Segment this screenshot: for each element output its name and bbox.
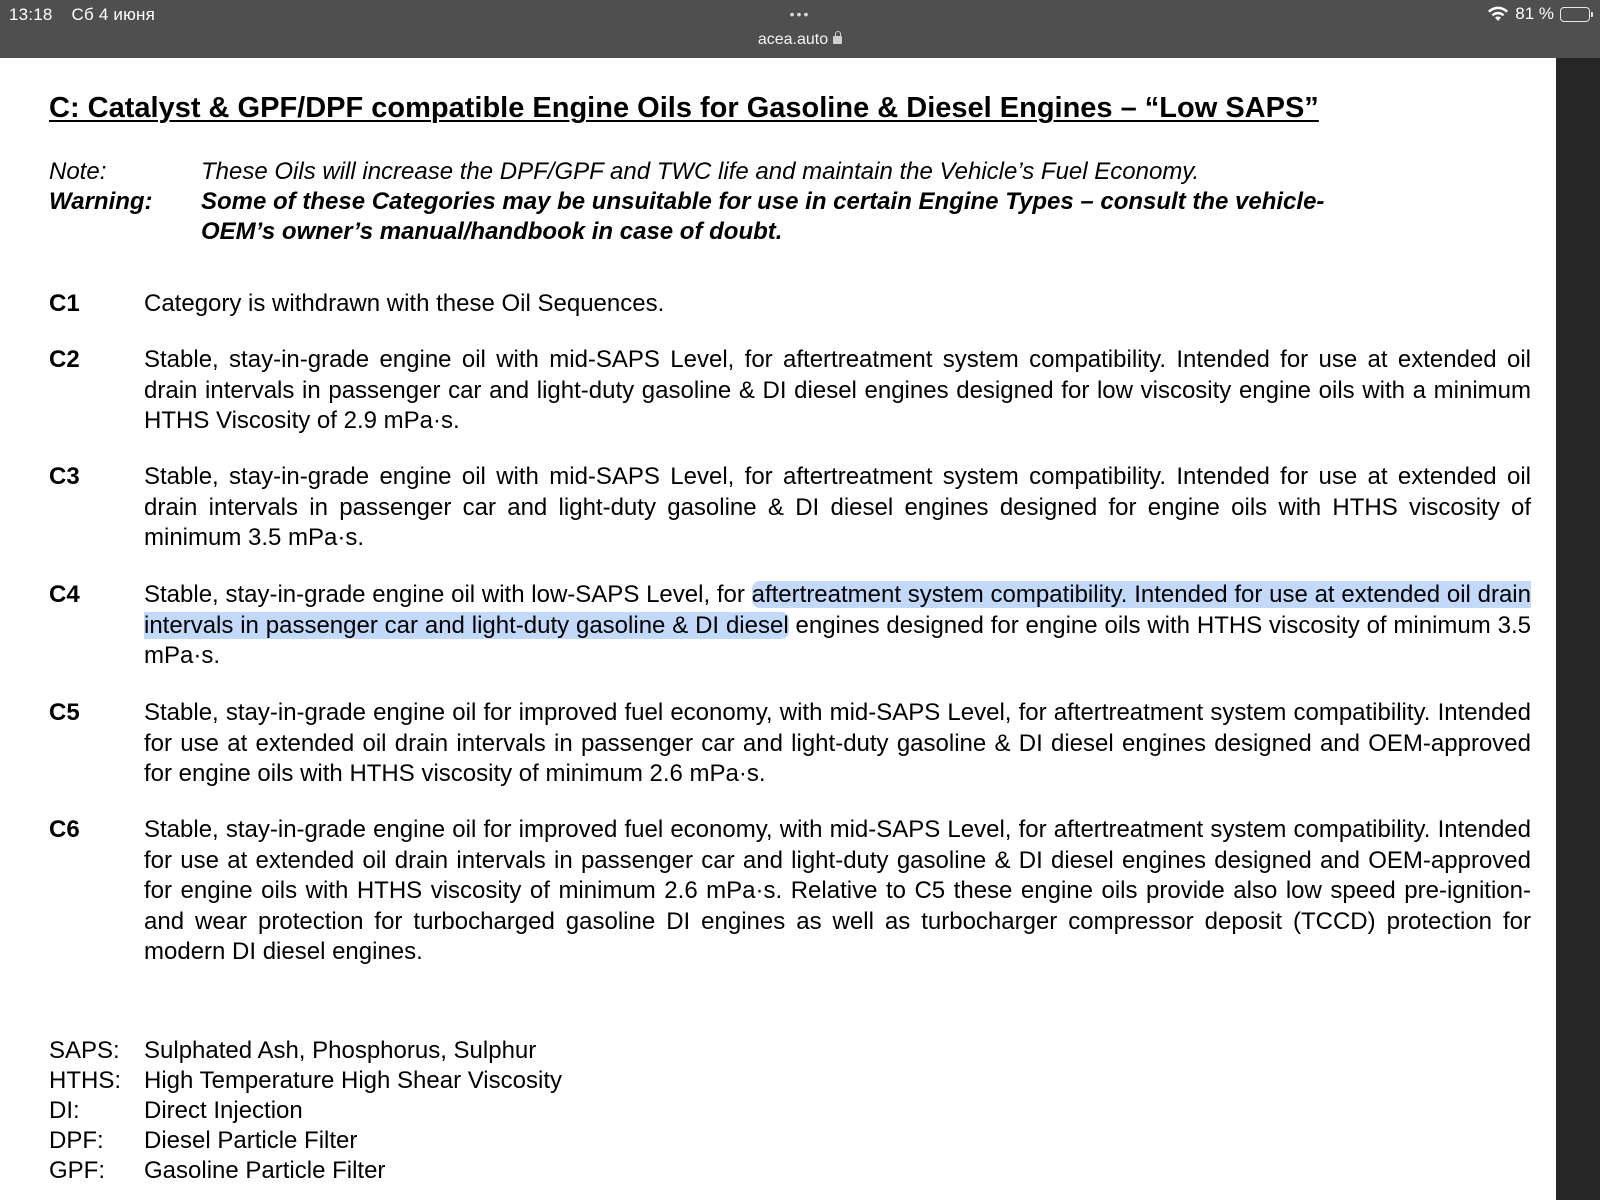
category-code: C4 [49, 581, 80, 608]
battery-percent: 81 % [1515, 4, 1554, 23]
category-code: C5 [49, 699, 80, 726]
glossary-definition: Gasoline Particle Filter [144, 1157, 386, 1184]
note-label: Note: [49, 158, 107, 185]
category-description: Stable, stay-in-grade engine oil for improved fuel economy, with mid-SAPS Level, for aftertreatment system compatibility. Intended for use at extended oil drain intervals in passenger car and light-duty gasoline & DI diesel engines designed and OEM-approved for engine oils with HTHS viscosity of minimum 2.6 mPa·s. [144, 699, 1531, 787]
warning-text-line1: Some of these Categories may be unsuitable for use in certain Engine Types – consult the vehicle- [201, 188, 1325, 215]
address-bar[interactable] [0, 31, 1600, 49]
glossary-definition: Sulphated Ash, Phosphorus, Sulphur [144, 1037, 537, 1064]
url-text: acea.auto [757, 31, 829, 48]
glossary-definition: Diesel Particle Filter [144, 1127, 358, 1154]
battery-icon [1560, 7, 1590, 22]
warning-text-line2: OEM’s owner’s manual/handbook in case of doubt. [201, 218, 783, 245]
c4-text-before: Stable, stay-in-grade engine oil with low-SAPS Level, for [144, 581, 752, 608]
note-text: These Oils will increase the DPF/GPF and TWC life and maintain the Vehicle’s Fuel Economy. [201, 158, 1200, 185]
category-description: Stable, stay-in-grade engine oil for improved fuel economy, with mid-SAPS Level, for aftertreatment system compatibility. Intended for use at extended oil drain intervals in passenger car and light-duty gasoline & DI diesel engines designed and OEM-approved for engine oils with HTHS viscosity of minimum 2.6 mPa·s. Relative to C5 these engine oils provide also low speed pre-ignition- and wear protection for turbocharged gasoline DI engines as well as turbocharger compressor deposit (TCCD) protection for modern DI diesel engines. [144, 816, 1531, 965]
category-description: Stable, stay-in-grade engine oil with mid-SAPS Level, for aftertreatment system compatibility. Intended for use at extended oil drain intervals in passenger car and light-duty gasoline & DI diesel engines designed for engine oils with HTHS viscosity of minimum 3.5 mPa·s. [144, 463, 1531, 551]
status-time: 13:18 [9, 5, 53, 24]
status-date: Сб 4 июня [71, 5, 156, 24]
text-selection-highlight[interactable]: aftertreatment system compatibility. Intended for use at extended oil drain intervals in passenger car and light-duty gasoline & DI diesel [144, 581, 1531, 639]
wifi-icon [1487, 6, 1509, 22]
glossary-definition: High Temperature High Shear Viscosity [144, 1067, 562, 1094]
status-bar [0, 0, 1600, 58]
glossary-abbr: SAPS: [49, 1037, 120, 1064]
glossary-abbr: DPF: [49, 1127, 104, 1154]
category-code: C6 [49, 816, 80, 843]
category-code: C1 [49, 290, 80, 317]
glossary-abbr: DI: [49, 1097, 80, 1124]
page-edge-background [1556, 58, 1600, 1200]
more-options-dots[interactable]: ••• [789, 6, 811, 22]
status-indicators [1487, 4, 1590, 24]
category-code: C2 [49, 346, 80, 373]
category-code: C3 [49, 463, 80, 490]
glossary-abbr: HTHS: [49, 1067, 121, 1094]
warning-label: Warning: [49, 188, 153, 215]
lock-icon [833, 36, 842, 44]
category-description: Category is withdrawn with these Oil Sequences. [144, 290, 665, 317]
c4-text-after: engines designed for engine oils with HTHS viscosity of minimum 3.5 mPa·s. [144, 611, 1531, 669]
document-page[interactable] [0, 58, 1556, 1200]
category-description [144, 580, 1531, 672]
glossary-definition: Direct Injection [144, 1097, 303, 1124]
category-description: Stable, stay-in-grade engine oil with mid-SAPS Level, for aftertreatment system compatibility. Intended for use at extended oil drain intervals in passenger car and light-duty gasoline & DI diesel engines designed for low viscosity engine oils with a minimum HTHS Viscosity of 2.9 mPa·s. [144, 346, 1531, 434]
glossary-abbr: GPF: [49, 1157, 106, 1184]
page-title: C: Catalyst & GPF/DPF compatible Engine Oils for Gasoline & Diesel Engines – “Low SAPS” [49, 92, 1319, 124]
